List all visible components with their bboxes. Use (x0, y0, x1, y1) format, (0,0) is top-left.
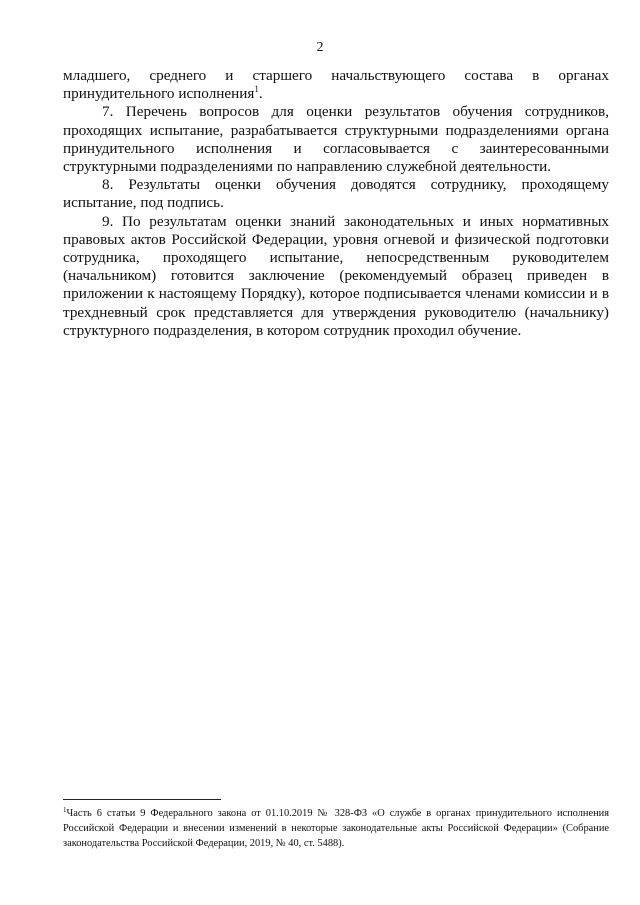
footnote-divider (63, 799, 221, 800)
paragraph-6-text: младшего, среднего и старшего начальствующего состава в органах принудительного исполнения (63, 67, 609, 103)
page-number: 2 (316, 40, 324, 55)
paragraph-7: 7. Перечень вопросов для оценки результатов обучения сотрудников, проходящих испытание, разрабатывается структурными подразделениями органа принудительного исполнения и согласовывается с заинтересованными структурными подразделениями по направлению служебной деятельности. (63, 103, 609, 176)
document-body (63, 67, 609, 340)
footnote-reference: 1 (254, 84, 259, 95)
footnote (63, 806, 609, 851)
paragraph-6-continuation: младшего, среднего и старшего начальствующего состава в органах принудительного исполнения$^1$. (63, 67, 609, 103)
paragraph-9: 9. По результатам оценки знаний законодательных и иных нормативных правовых актов Российской Федерации, уровня огневой и физической подготовки сотрудника, проходящего испытание, непосредственным руководителем (начальником) готовится заключение (рекомендуемый образец приведен в приложении к настоящему Порядку), которое подписывается членами комиссии и в трехдневный срок представляется для утверждения руководителю (начальнику) структурного подразделения, в котором сотрудник проходил обучение. (63, 212, 609, 339)
paragraph-8: 8. Результаты оценки обучения доводятся сотруднику, проходящему испытание, под подпись. (63, 176, 609, 212)
footnote-marker: 1 (63, 806, 67, 814)
footnote-text: Часть 6 статьи 9 Федерального закона от 01.10.2019 № 328-ФЗ «О службе в органах принудительного исполнения Российской Федерации и внесении изменений в некоторые законодательные акты Российской Федерации» (Собрание законодательства Российской Федерации, 2019, № 40, ст. 5488). (63, 808, 609, 849)
